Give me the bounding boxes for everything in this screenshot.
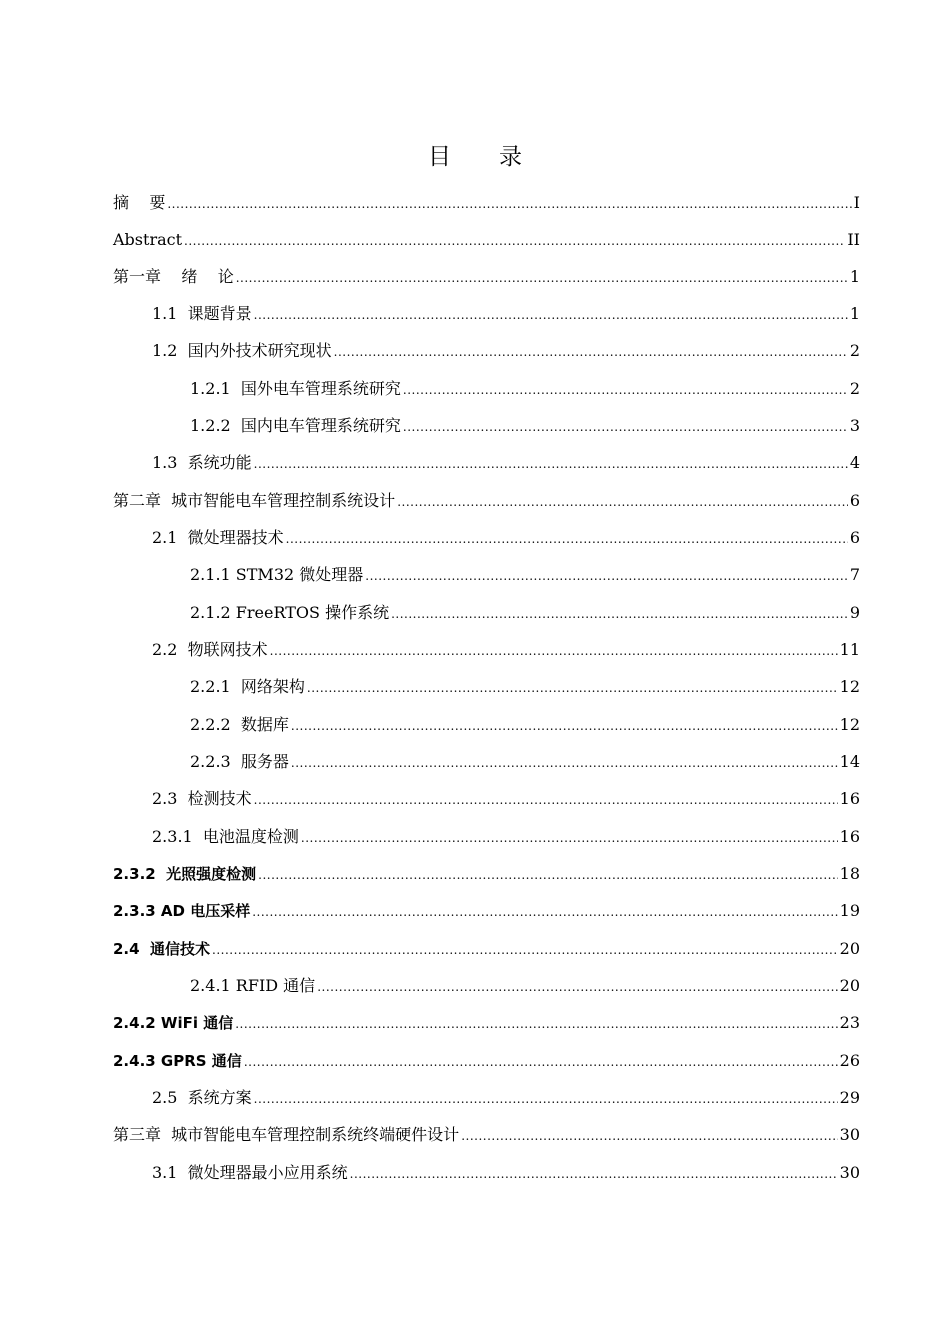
- toc-entry-abstract-en[interactable]: [113, 227, 860, 253]
- toc-entry-page: 12: [839, 715, 860, 734]
- dot-leader: [286, 526, 848, 552]
- dot-leader: [350, 1161, 838, 1187]
- toc-entry-2-4-3[interactable]: [113, 1048, 860, 1074]
- dot-leader: [254, 1086, 838, 1112]
- dot-leader: [184, 228, 845, 254]
- toc-entry-chapter-2[interactable]: [113, 488, 860, 514]
- dot-leader: [365, 563, 848, 589]
- toc-entry-page: 14: [839, 752, 860, 771]
- toc-entry-2-1-1[interactable]: [190, 562, 860, 588]
- dot-leader: [403, 377, 848, 403]
- dot-leader: [258, 862, 837, 888]
- toc-entry-page: 12: [839, 677, 860, 696]
- dot-leader: [291, 750, 838, 776]
- toc-entry-label: 2.1.2 FreeRTOS 操作系统: [190, 603, 390, 622]
- toc-entry-2-2-3[interactable]: [190, 749, 860, 775]
- toc-entry-label: 2.2.3 服务器: [190, 752, 289, 771]
- toc-entry-1-1[interactable]: [152, 301, 860, 327]
- toc-entry-abstract-cn[interactable]: [113, 190, 860, 216]
- dot-leader: [307, 675, 838, 701]
- toc-entry-label: 2.3 检测技术: [152, 789, 252, 808]
- toc-entry-label: 2.5 系统方案: [152, 1088, 252, 1107]
- toc-entry-page: 6: [849, 528, 860, 547]
- toc-entry-page: 11: [839, 640, 860, 659]
- dot-leader: [235, 1011, 837, 1037]
- toc-entry-label: 1.3 系统功能: [152, 453, 252, 472]
- toc-entry-label: 2.4.2 WiFi 通信: [113, 1014, 234, 1032]
- toc-entry-label: 2.1.1 STM32 微处理器: [190, 565, 364, 584]
- toc-entry-page: 16: [839, 789, 860, 808]
- dot-leader: [212, 937, 838, 963]
- toc-entry-2-3-1[interactable]: [152, 824, 860, 850]
- toc-entry-1-2-1[interactable]: [190, 376, 860, 402]
- toc-entry-page: 9: [849, 603, 860, 622]
- dot-leader: [403, 414, 848, 440]
- toc-entry-page: 1: [849, 304, 860, 323]
- dot-leader: [254, 451, 848, 477]
- toc-entry-label: 1.2 国内外技术研究现状: [152, 341, 332, 360]
- toc-entry-2-3-2[interactable]: [113, 861, 860, 887]
- toc-entry-2-4[interactable]: [113, 936, 860, 962]
- toc-entry-1-3[interactable]: [152, 450, 860, 476]
- toc-entry-label: 第二章 城市智能电车管理控制系统设计: [113, 491, 396, 510]
- toc-entry-1-2-2[interactable]: [190, 413, 860, 439]
- toc-entry-2-1[interactable]: [152, 525, 860, 551]
- dot-leader: [254, 787, 838, 813]
- dot-leader: [236, 265, 848, 291]
- dot-leader: [252, 899, 837, 925]
- toc-entry-label: 2.1 微处理器技术: [152, 528, 284, 547]
- toc-entry-page: 29: [839, 1088, 860, 1107]
- toc-entry-page: 30: [839, 1125, 860, 1144]
- dot-leader: [301, 825, 838, 851]
- dot-leader: [461, 1123, 837, 1149]
- toc-entry-page: 4: [849, 453, 860, 472]
- toc-entry-1-2[interactable]: [152, 338, 860, 364]
- toc-entry-label: 1.2.1 国外电车管理系统研究: [190, 379, 401, 398]
- toc-entry-label: 2.2.1 网络架构: [190, 677, 305, 696]
- toc-entry-page: 1: [849, 267, 860, 286]
- toc-entry-label: Abstract: [113, 230, 183, 249]
- toc-entry-label: 2.3.2 光照强度检测: [113, 865, 257, 883]
- toc-entry-label: 1.1 课题背景: [152, 304, 252, 323]
- toc-entry-label: 第三章 城市智能电车管理控制系统终端硬件设计: [113, 1125, 460, 1144]
- toc-entry-label: 2.2 物联网技术: [152, 640, 268, 659]
- toc-entry-2-2[interactable]: [152, 637, 860, 663]
- toc-entry-page: 20: [839, 939, 860, 958]
- toc-entry-page: II: [847, 230, 860, 249]
- toc-entry-3-1[interactable]: [152, 1160, 860, 1186]
- toc-entry-2-1-2[interactable]: [190, 600, 860, 626]
- toc-title-char-2: 录: [499, 144, 522, 170]
- toc-entry-label: 1.2.2 国内电车管理系统研究: [190, 416, 401, 435]
- toc-entry-label: 3.1 微处理器最小应用系统: [152, 1163, 348, 1182]
- dot-leader: [254, 302, 848, 328]
- toc-entry-2-3[interactable]: [152, 786, 860, 812]
- toc-entry-label: 2.3.1 电池温度检测: [152, 827, 299, 846]
- dot-leader: [244, 1049, 838, 1075]
- toc-entry-2-3-3[interactable]: [113, 898, 860, 924]
- toc-entry-label: 2.2.2 数据库: [190, 715, 289, 734]
- toc-entry-page: 16: [839, 827, 860, 846]
- toc-entry-page: 2: [849, 341, 860, 360]
- toc-entry-page: 6: [849, 491, 860, 510]
- toc-entry-label: 2.4.1 RFID 通信: [190, 976, 316, 995]
- dot-leader: [391, 601, 848, 627]
- toc-entry-page: 26: [839, 1051, 860, 1070]
- toc-entry-label: 2.4 通信技术: [113, 940, 211, 958]
- toc-title: [0, 138, 950, 171]
- toc-entry-label: 2.4.3 GPRS 通信: [113, 1052, 242, 1070]
- toc-entry-2-4-1[interactable]: [190, 973, 860, 999]
- toc-entry-page: 19: [839, 901, 860, 920]
- toc-entry-2-4-2[interactable]: [113, 1010, 860, 1036]
- toc-entry-page: I: [853, 193, 860, 212]
- dot-leader: [167, 191, 851, 217]
- toc-entry-label: 第一章 绪 论: [113, 267, 234, 286]
- toc-entry-page: 2: [849, 379, 860, 398]
- toc-entry-chapter-3[interactable]: [113, 1122, 860, 1148]
- dot-leader: [270, 638, 838, 664]
- dot-leader: [291, 713, 838, 739]
- toc-title-char-1: 目: [428, 144, 451, 170]
- toc-entry-page: 23: [839, 1013, 860, 1032]
- toc-entry-2-5[interactable]: [152, 1085, 860, 1111]
- dot-leader: [334, 339, 848, 365]
- toc-entry-page: 30: [839, 1163, 860, 1182]
- toc-entry-page: 7: [849, 565, 860, 584]
- toc-entry-page: 18: [839, 864, 860, 883]
- toc-entry-page: 3: [849, 416, 860, 435]
- toc-entry-2-2-1[interactable]: [190, 674, 860, 700]
- toc-entry-label: 2.3.3 AD 电压采样: [113, 902, 251, 920]
- toc-entry-label: 摘 要: [113, 193, 166, 212]
- dot-leader: [397, 489, 848, 515]
- toc-entry-2-2-2[interactable]: [190, 712, 860, 738]
- toc-entry-chapter-1[interactable]: [113, 264, 860, 290]
- toc-entry-page: 20: [839, 976, 860, 995]
- dot-leader: [317, 974, 837, 1000]
